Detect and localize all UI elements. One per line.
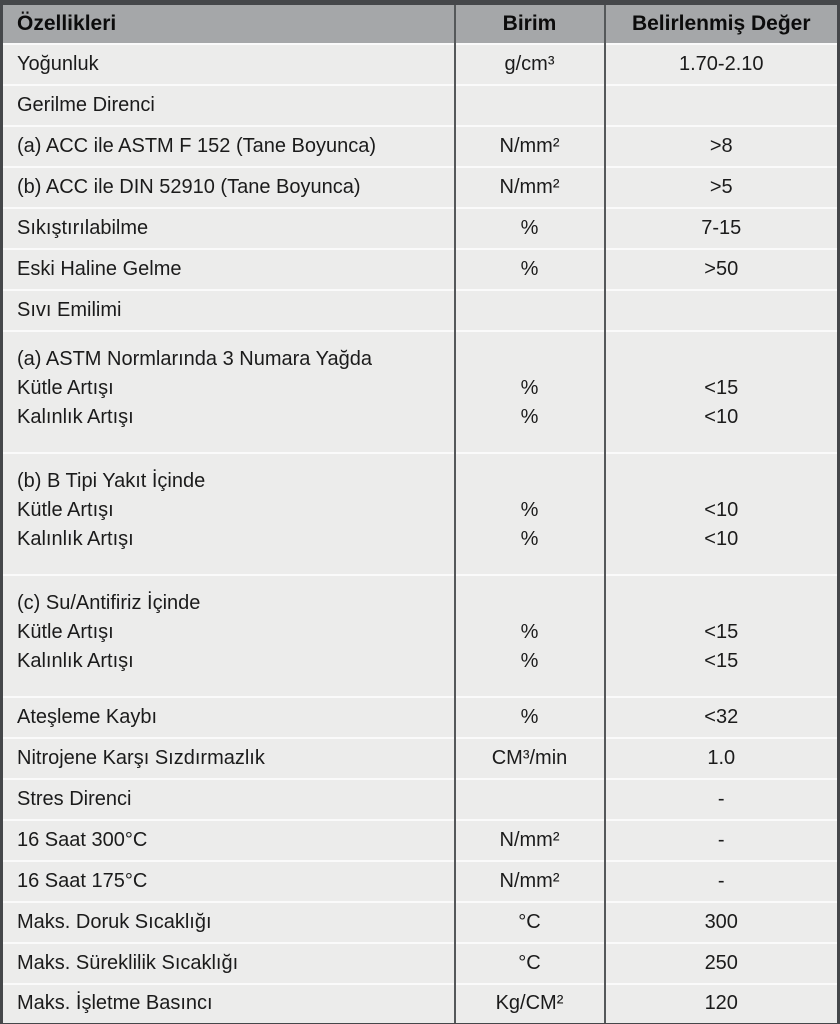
cell-line: % [520, 499, 539, 521]
cell-line [456, 467, 604, 496]
cell-unit [455, 779, 605, 820]
cell-line: Gerilme Direnci [17, 94, 155, 116]
cell-value [605, 249, 839, 290]
table-row [2, 779, 839, 820]
cell-line [606, 467, 838, 496]
cell-line [606, 589, 838, 618]
cell-line: Yoğunluk [17, 53, 99, 75]
cell-property [2, 44, 455, 85]
cell-property [2, 290, 455, 331]
cell-line: °C [518, 911, 541, 933]
cell-line: (c) Su/Antifiriz İçinde [17, 592, 201, 614]
cell-unit [455, 984, 605, 1024]
cell-line: % [520, 377, 539, 399]
header-cell-unit: Birim [455, 3, 605, 45]
cell-line: (b) B Tipi Yakıt İçinde [17, 470, 206, 492]
cell-line: Kütle Artışı [17, 377, 114, 399]
cell-line: >5 [709, 176, 733, 198]
cell-unit [455, 738, 605, 779]
table-header [2, 3, 839, 45]
cell-line [606, 345, 838, 374]
cell-line: Eski Haline Gelme [17, 258, 182, 280]
cell-line: Nitrojene Karşı Sızdırmazlık [17, 747, 265, 769]
cell-line: 300 [704, 911, 738, 933]
cell-value [605, 208, 839, 249]
cell-unit [455, 249, 605, 290]
cell-line: Sıvı Emilimi [17, 299, 122, 321]
header-row [2, 3, 839, 45]
cell-unit [455, 126, 605, 167]
cell-property [2, 331, 455, 453]
cell-line: Kütle Artışı [17, 621, 114, 643]
cell-line: °C [518, 952, 541, 974]
cell-property [2, 984, 455, 1024]
cell-property [2, 738, 455, 779]
table-row [2, 861, 839, 902]
cell-value [605, 902, 839, 943]
cell-line: 120 [704, 992, 738, 1015]
table-row [2, 208, 839, 249]
cell-value [605, 167, 839, 208]
cell-line: % [520, 406, 539, 428]
cell-line: Ateşleme Kaybı [17, 706, 158, 728]
cell-line [456, 589, 604, 618]
cell-line: % [520, 621, 539, 643]
cell-unit [455, 575, 605, 697]
cell-line: Maks. Süreklilik Sıcaklığı [17, 952, 239, 974]
cell-line: (b) ACC ile DIN 52910 (Tane Boyunca) [17, 176, 361, 198]
cell-value [605, 453, 839, 575]
cell-value [605, 697, 839, 738]
cell-line: <15 [704, 621, 739, 643]
cell-line: <10 [704, 528, 739, 550]
cell-line: - [717, 788, 725, 810]
cell-line: 16 Saat 175°C [17, 870, 148, 892]
cell-line [456, 785, 604, 814]
table-row [2, 167, 839, 208]
cell-line: - [717, 870, 725, 892]
cell-unit [455, 697, 605, 738]
cell-line: Kütle Artışı [17, 499, 114, 521]
cell-unit [455, 861, 605, 902]
cell-line: Kalınlık Artışı [17, 406, 134, 428]
cell-line: Kalınlık Artışı [17, 650, 134, 672]
cell-line: N/mm² [499, 870, 560, 892]
cell-line [456, 296, 604, 325]
table-row [2, 290, 839, 331]
cell-property [2, 208, 455, 249]
cell-line [606, 91, 838, 120]
cell-unit [455, 943, 605, 984]
table-row [2, 902, 839, 943]
cell-line: Sıkıştırılabilme [17, 217, 149, 239]
cell-value [605, 943, 839, 984]
cell-line: (a) ACC ile ASTM F 152 (Tane Boyunca) [17, 135, 377, 157]
table-row [2, 126, 839, 167]
cell-line: Kg/CM² [495, 992, 564, 1015]
cell-line: Stres Direnci [17, 788, 132, 810]
cell-line: <10 [704, 406, 739, 428]
cell-value [605, 44, 839, 85]
cell-line: >8 [709, 135, 733, 157]
cell-property [2, 697, 455, 738]
cell-property [2, 126, 455, 167]
cell-line: Maks. Doruk Sıcaklığı [17, 911, 212, 933]
table-row [2, 943, 839, 984]
cell-line: <32 [704, 706, 739, 728]
cell-line: % [520, 258, 539, 280]
table-row [2, 697, 839, 738]
table-row [2, 331, 839, 453]
cell-value [605, 575, 839, 697]
cell-line: g/cm³ [504, 53, 555, 75]
cell-property [2, 575, 455, 697]
cell-unit [455, 44, 605, 85]
cell-value [605, 984, 839, 1024]
cell-line: <15 [704, 377, 739, 399]
cell-line [456, 345, 604, 374]
cell-value [605, 290, 839, 331]
cell-line: % [520, 217, 539, 239]
cell-unit [455, 820, 605, 861]
cell-unit [455, 167, 605, 208]
cell-value [605, 820, 839, 861]
cell-line: CM³/min [491, 747, 568, 769]
table-row [2, 984, 839, 1024]
cell-line: <15 [704, 650, 739, 672]
cell-property [2, 902, 455, 943]
cell-unit [455, 902, 605, 943]
table-row [2, 820, 839, 861]
cell-line: 16 Saat 300°C [17, 829, 148, 851]
cell-line: % [520, 650, 539, 672]
table-row [2, 44, 839, 85]
cell-line [606, 296, 838, 325]
cell-unit [455, 208, 605, 249]
cell-line: N/mm² [499, 829, 560, 851]
cell-line: 7-15 [701, 217, 742, 239]
cell-property [2, 779, 455, 820]
cell-line [456, 91, 604, 120]
cell-value [605, 861, 839, 902]
cell-line: Maks. İşletme Basıncı [17, 992, 213, 1015]
cell-unit [455, 453, 605, 575]
cell-line: % [520, 706, 539, 728]
cell-line: >50 [704, 258, 739, 280]
cell-line: % [520, 528, 539, 550]
cell-line: N/mm² [499, 176, 560, 198]
cell-unit [455, 290, 605, 331]
cell-line: <10 [704, 499, 739, 521]
cell-line: 1.70-2.10 [678, 53, 764, 75]
cell-property [2, 861, 455, 902]
cell-property [2, 820, 455, 861]
cell-line: 250 [704, 952, 738, 974]
cell-property [2, 943, 455, 984]
cell-line: - [717, 829, 725, 851]
header-cell-value: Belirlenmiş Değer [605, 3, 839, 45]
cell-property [2, 453, 455, 575]
table-row [2, 738, 839, 779]
cell-line: Kalınlık Artışı [17, 528, 134, 550]
cell-value [605, 331, 839, 453]
cell-property [2, 85, 455, 126]
cell-line: 1.0 [707, 747, 736, 769]
cell-value [605, 779, 839, 820]
cell-line: N/mm² [499, 135, 560, 157]
cell-value [605, 126, 839, 167]
cell-value [605, 738, 839, 779]
cell-unit [455, 331, 605, 453]
table-body [2, 44, 839, 1024]
table-row [2, 575, 839, 697]
cell-unit [455, 85, 605, 126]
table-row [2, 249, 839, 290]
cell-property [2, 167, 455, 208]
header-cell-properties: Özellikleri [2, 3, 455, 45]
table-row [2, 453, 839, 575]
cell-value [605, 85, 839, 126]
cell-property [2, 249, 455, 290]
table-row [2, 85, 839, 126]
cell-line: (a) ASTM Normlarında 3 Numara Yağda [17, 348, 372, 370]
